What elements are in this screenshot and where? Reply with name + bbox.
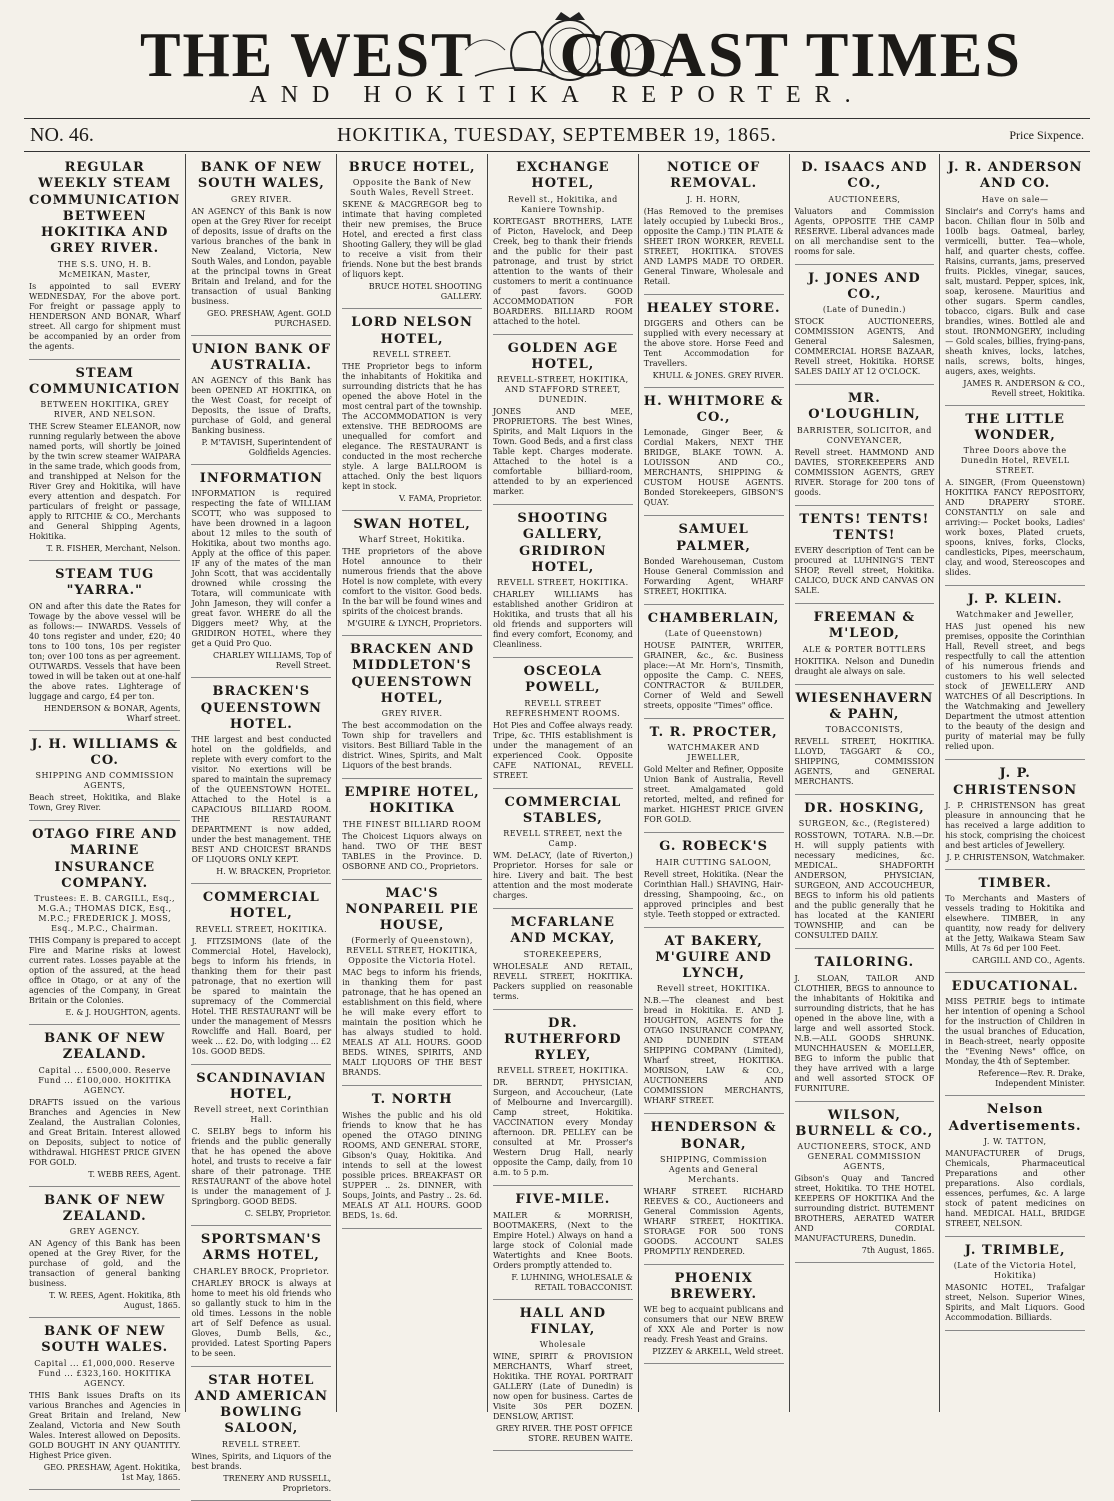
ad-subheading: J. W. TATTON, [983, 1136, 1047, 1146]
ad-body: Hot Pies and Coffee always ready. Tripe, &c. THIS establishment is under the management of an experienced Cook. Opposite CAFE NATIONAL, REVELL STREET. [492, 720, 633, 780]
ad-heading: BANK OF NEW ZEALAND. [44, 1031, 166, 1063]
ad-subheading: (Late of Dunedin.) [822, 305, 906, 314]
ad-body: To Merchants and Masters of vessels trading to Hokitika and elsewhere. TIMBER, in any quantity, now ready for delivery at the Jetty, Waikawa Steam Saw Mills, At 7s 6d per 100 Feet. [945, 894, 1086, 953]
ad-body: WINE, SPIRIT & PROVISION MERCHANTS, Wharf street, Hokitika. THE ROYAL PORTRAIT GALLERY (Late of Dunedin) is now open for business. Cartes de Visite 30s PER DOZEN. DENSLOW, ARTIST. [492, 1352, 633, 1421]
ad-body: Revell street, Hokitika. (Near the Corinthian Hall.) SHAVING, Hair-dressing, Shampooing, &c., on approved principles and best style. Teeth stopped or extracted. [643, 869, 784, 919]
ad-signature: M'GUIRE & LYNCH, Proprietors. [347, 619, 482, 628]
ad-subheading: BETWEEN HOKITIKA, GREY RIVER, AND NELSON. [40, 400, 170, 419]
ad-body: AN AGENCY of this Bank has been OPENED AT HOKITIKA, on the West Coast, for receipt of Deposits, the issue of Drafts, purchase of Gold, and general Banking business. [191, 376, 332, 435]
ad-heading: HENDERSON & BONAR, [650, 1120, 777, 1152]
advertisement [191, 336, 331, 466]
ad-heading: STEAM COMMUNICATION [29, 365, 181, 397]
ad-signature: H. W. BRACKEN, Proprietor. [216, 867, 332, 876]
masthead [0, 0, 1114, 112]
ad-subheading: REVELL STREET, HOKITIKA. [195, 924, 328, 934]
ad-signature: T. W. REES, Agent. Hokitika, 8th August, 1865. [49, 1291, 181, 1310]
ad-body: THIS Bank issues Drafts on its various Branches and Agencies in Great Britain and Ireland, New Zealand, Victoria and New South Wales. Interest allowed on Deposits. GOLD BOUGHT IN ANY QUANTITY. Highest Price given. [29, 1390, 181, 1460]
ad-body: WM. DeLACY, (late of Riverton,) Proprietor. Horses for sale or hire. Livery and bait. The best attention and the most moderate charges. [492, 851, 633, 900]
ad-subheading: Revell street, HOKITIKA. [656, 984, 771, 994]
ad-heading: J. P. KLEIN. [967, 592, 1063, 607]
advertisement [342, 636, 482, 779]
ad-body: Bonded Warehouseman, Custom House General Commission and Forwarding Agent, WHARF STREET, HOKITIKA. [643, 556, 784, 596]
advertisement [493, 1010, 633, 1187]
ad-signature: J. P. CHRISTENSON, Watchmaker. [946, 852, 1086, 862]
info-bar [0, 122, 1114, 150]
ad-body: THE Screw Steamer ELEANOR, now running regularly between the above named ports, will shortly be joined by the twin screw steamer WAIPARA in the same trade, which goods from, and transhipped at Nelson for the River Grey and Hokitika, will have every attention and despatch. For particulars of freight or passage, apply to RITCHIE & CO., Merchants and General Shipping Agents, Hokitika. [29, 422, 181, 541]
ad-signature: KHULL & JONES. GREY RIVER. [652, 370, 784, 380]
ad-subheading: THE S.S. UNO, H. B. McMEIKAN, Master, [57, 259, 152, 279]
ad-heading: T. NORTH [371, 1092, 453, 1108]
ad-heading: OSCEOLA POWELL, [523, 664, 603, 696]
ad-subheading: REVELL STREET. [221, 1439, 301, 1449]
ad-heading: BANK OF NEW SOUTH WALES. [41, 1324, 169, 1356]
advertisement [191, 1367, 331, 1501]
ad-body: CHARLEY WILLIAMS has established another Gridiron at Hokitika, and trusts that all his old friends and supporters will find every comfort, Economy, and Cleanliness. [492, 590, 633, 649]
ad-heading: FIVE-MILE. [515, 1192, 611, 1208]
ad-heading: GOLDEN AGE HOTEL, [507, 340, 618, 372]
ad-body: MASONIC HOTEL, Trafalgar street, Nelson. Superior Wines, Spirits, and Malt Liquors. Good Accommodation. Billiards. [945, 1283, 1086, 1322]
advertisement [945, 760, 1085, 870]
ad-body: Wishes the public and his old friends to know that he has opened the OTAGO DINING ROOMS, AND GENERAL STORE, Gibson's Quay, Hokitika. And intends to sell at the lowest possible prices. BREAKFAST OR SUPPER .. 2s. DINNER, with Soups, Joints, and Pastry .. 2s. 6d. MEALS AT ALL HOURS. GOOD BEDS, 1s. 6d. [342, 1110, 482, 1220]
ad-heading: SAMUEL PALMER, [676, 522, 751, 554]
ad-subheading: REVELL STREET. [372, 349, 452, 359]
top-rule [24, 118, 1090, 119]
ad-body: Lemonade, Ginger Beer, & Cordial Makers, NEXT THE BRIDGE, BLAKE TOWN. A. LOUISSON AND CO., MERCHANTS, SHIPPING & CUSTOM HOUSE AGENTS. Bonded Storekeepers, GIBSON'S QUAY. [643, 428, 784, 508]
column-3 [337, 154, 488, 1412]
advertisement [191, 1226, 331, 1367]
ad-heading: MCFARLANE AND MCKAY, [510, 915, 616, 947]
ad-subheading: HAIR CUTTING SALOON, [655, 857, 772, 867]
ad-signature: BRUCE HOTEL SHOOTING GALLERY. [368, 282, 482, 302]
ad-heading: G. ROBECK'S [659, 839, 768, 855]
advertisement [29, 1318, 180, 1490]
advertisement [644, 928, 784, 1115]
advertisement [644, 516, 784, 605]
ad-heading: BRUCE HOTEL, [348, 160, 476, 175]
ad-body: MAC begs to inform his friends, in thanking them for past patronage, that he has opened an establishment on this field, where he will make every effort to maintain the position which he has always studied to hold. MEALS AT ALL HOURS. GOOD BEDS. WINES, SPIRITS, AND MALT LIQUORS OF THE BEST BRANDS. [342, 968, 482, 1078]
advertisement [945, 586, 1085, 760]
ad-subheading: AUCTIONEERS, STOCK, AND GENERAL COMMISSION AGENTS, [797, 1142, 932, 1171]
advertisement [191, 465, 331, 678]
advertisement [191, 884, 331, 1065]
ad-subheading: SURGEON, &c., (Registered) [798, 819, 931, 829]
ad-body: ROSSTOWN, TOTARA. N.B.—Dr. H. will supply patients with necessary medicines, &c. MEDICAL. SHADFORTH ANDERSON, PHYSICIAN, SURGEON, AND ACCOUCHEUR, BEGS to inform his old patients and the public generally that he has located at the KANIERI TOWNSHIP, and can be CONSULTED DAILY. [794, 831, 935, 941]
advertisement [945, 870, 1085, 973]
ad-body: THE Proprietor begs to inform the inhabitants of Hokitika and surrounding districts that he has opened the above Hotel in the most central part of the township. The ACCOMMODATION is very extensive. THE BEDROOMS are unequalled for comfort and elegance. The RESTAURANT is conducted in the most recherche style. A large BALLROOM is attached. Only the best liquors kept in stock. [342, 361, 482, 491]
ad-heading: PHOENIX BREWERY. [670, 1270, 757, 1302]
ad-body: (Has Removed to the premises lately occupied by Lubecki Bros., opposite the Camp.) TIN PLATE & SHEET IRON WORKER, REVELL STREET, HOKITIKA. STOVES AND LAMPS MADE TO ORDER. General Tinware, Wholesale and Retail. [643, 206, 784, 286]
ad-heading: EMPIRE HOTEL, HOKITIKA [344, 785, 480, 817]
ad-body: AN Agency of this Bank has been opened at the Grey River, for the purchase of gold, and the transaction of general banking business. [29, 1239, 181, 1288]
ad-body: THE proprietors of the above Hotel announce to their numerous friends that the above Hotel is now complete, with every comfort to the visitor. Good beds. In the bar will be found wines and spirits of the choicest brands. [342, 547, 482, 616]
ad-subheading: Revell st., Hokitika, and Kaniere Township. [507, 194, 618, 214]
ad-body: HAS just opened his new premises, opposite the Corinthian Hall, Revell street, and begs respectfully to call the attention of his numerous friends and customers to his well selected stock of JEWELLERY AND WATCHES Of all Descriptions. In the Watchmaking and Jewellery Department the utmost attention to the beauty of the design and purity of material may be fully relied upon. [945, 622, 1086, 752]
ad-subheading: THE FINEST BILLIARD ROOM [342, 819, 482, 829]
advertisement [493, 505, 633, 658]
ad-body: N.B.—The cleanest and best bread in Hokitika. E. AND J. HOUGHTON, AGENTS for the OTAGO INSURANCE COMPANY, AND DUNEDIN STEAM SHIPPING COMPANY (Limited), Wharf street, HOKITIKA. MORISON, LAW & CO., AUCTIONEERS AND COMMISSION MERCHANTS, WHARF STREET. [643, 996, 784, 1106]
ad-body: THE largest and best conducted hotel on the goldfields, and replete with every comfort to the visitor. No exertions will be spared to maintain the supremacy of the QUEENSTOWN HOTEL. Attached to the Hotel is a CAPACIOUS BILLIARD ROOM. THE RESTAURANT DEPARTMENT is now added, under the best management. THE BEST AND CHOICEST BRANDS OF LIQUORS ONLY KEPT. [191, 735, 332, 864]
ad-body: Beach street, Hokitika, and Blake Town, Grey River. [29, 793, 181, 812]
ad-subheading: GREY RIVER. [230, 194, 292, 204]
advertisement [795, 506, 935, 605]
ad-subheading: SHIPPING, Commission Agents and General Merchants. [660, 1154, 768, 1184]
advertisement [644, 833, 784, 927]
ad-heading: BRACKEN'S QUEENSTOWN HOTEL. [200, 684, 322, 732]
ad-heading: WILSON, BURNELL & CO., [795, 1107, 934, 1139]
advertisement [795, 604, 935, 685]
ad-heading: SPORTSMAN'S ARMS HOTEL, [200, 1232, 322, 1264]
price: Price Sixpence. [1009, 128, 1084, 142]
ad-subheading: ALE & PORTER BOTTLERS [802, 644, 927, 654]
columns [24, 154, 1090, 1493]
ad-heading: J. H. WILLIAMS & CO. [31, 736, 179, 768]
advertisement [945, 406, 1085, 587]
ad-subheading: Trustees: E. B. CARGILL, Esq., M.G.A.; THOMAS DICK, Esq., M.P.C.; FREDERICK J. MOSS, Esq., M.P.C., Chairman. [34, 894, 176, 933]
ad-body: WE beg to acquaint publicans and consumers that our NEW BREW of XXX Ale and Porter is now ready. Fresh Yeast and Grains. [643, 1305, 784, 1345]
ad-body: WHOLESALE AND RETAIL, REVELL STREET, HOKITIKA. Packers supplied on reasonable terms. [492, 961, 633, 1001]
ad-signature: HENDERSON & BONAR, Agents, Wharf street. [43, 703, 181, 723]
ad-subheading: AUCTIONEERS, [828, 194, 901, 204]
advertisement [795, 385, 935, 506]
dateline: HOKITIKA, TUESDAY, SEPTEMBER 19, 1865. [337, 124, 777, 146]
ad-subheading: REVELL STREET, HOKITIKA. [497, 1066, 629, 1076]
advertisement [342, 1086, 482, 1228]
advertisement [644, 1265, 784, 1365]
ad-heading: CHAMBERLAIN, [647, 610, 780, 626]
advertisement [342, 511, 482, 636]
ad-body: EVERY description of Tent can be procured at LUHNING'S TENT SHOP, Revell street, Hokitika. CALICO, DUCK AND CANVAS ON SALE. [794, 546, 935, 595]
advertisement [29, 360, 180, 562]
ad-signature: GEO. PRESHAW, Agent. GOLD PURCHASED. [206, 308, 332, 328]
ad-body: A. SINGER, (From Queenstown) HOKITIKA FANCY REPOSITORY, AND DRAPERY STORE. CONSTANTLY on sale and arriving:— Pocket books, Ladies' work boxes, Plated cruets, spoons, knives, forks, Clocks, candlesticks, Pipes, meerschaum, clay, and wood, Stereoscopes and slides. [945, 478, 1086, 577]
ad-heading: SHOOTING GALLERY, GRIDIRON HOTEL, [517, 511, 609, 575]
advertisement [644, 295, 784, 388]
ad-body: Gibson's Quay and Tancred street, Hokitika. TO THE HOTEL KEEPERS OF HOKITIKA And the surrounding district. BUTEMENT BROTHERS, AERATED WATER AND CORDIAL MANUFACTURERS, Dunedin. [794, 1174, 935, 1243]
ad-heading: SCANDINAVIAN HOTEL, [196, 1070, 327, 1102]
ad-body: Valuators and Commission Agents, OPPOSITE THE CAMP RESERVE. Liberal advances made on all merchandise sent to the rooms for sale. [794, 206, 935, 256]
ad-body: DR. BERNDT, PHYSICIAN, Surgeon, and Accoucheur, (Late of Melbourne and Invercargill). Camp street, Hokitika. VACCINATION every Monday afternoon. DR. PELLEY can be consulted at Mr. Prosser's Western Drug Hall, nearly opposite the Camp, daily, from 10 a.m. to 5 p.m. [492, 1078, 633, 1178]
column-2 [186, 154, 337, 1493]
advertisement [945, 1096, 1085, 1237]
ad-subheading: Capital ... £500,000. Reserve Fund ... £100,000. HOKITIKA AGENCY. [38, 1065, 172, 1095]
ad-heading: T. R. PROCTER, [649, 725, 778, 740]
ad-heading: EXCHANGE HOTEL, [516, 160, 610, 192]
ad-signature: CARGILL AND CO., Agents. [972, 956, 1086, 965]
ad-body: Is appointed to sail EVERY WEDNESDAY, For the above port. For freight or passage apply to HENDERSON AND BONAR, Wharf street. All cargo for shipment must be accompanied by an order from the agents. [29, 281, 181, 351]
ad-heading: NOTICE OF REMOVAL. [666, 160, 761, 192]
ad-heading: MR. O'LOUGHLIN, [808, 391, 921, 423]
ad-subheading: Wholesale [539, 1340, 586, 1349]
ad-heading: STAR HOTEL AND AMERICAN BOWLING SALOON, [194, 1372, 328, 1437]
ad-heading: DR. HOSKING, [804, 801, 925, 816]
ad-body: HOUSE PAINTER, WRITER, GRAINER, &c., &c. Business place:—At Mr. Horn's, Tinsmith, opposite the Camp. C. NEES, CONTRACTOR & BUILDER, Corner of Weld and Sewell streets, opposite "Times" office. [643, 641, 784, 710]
ad-body: J. P. CHRISTENSON has great pleasure in announcing that he has received a large addition to his stock, comprising the choicest and best articles of Jewellery. [945, 800, 1086, 850]
masthead-subtitle: AND HOKITIKA REPORTER. [249, 82, 865, 108]
column-6 [790, 154, 941, 1412]
advertisement [29, 154, 180, 360]
ad-subheading: Three Doors above the Dunedin Hotel, REVELL STREET. [960, 446, 1070, 475]
advertisement [644, 154, 784, 295]
dateline-rule [24, 151, 1090, 152]
ad-heading: J. P. CHRISTENSON [953, 766, 1078, 798]
advertisement [795, 795, 935, 949]
advertisement [945, 154, 1085, 406]
ad-heading: REGULAR WEEKLY STEAM COMMUNICATION BETWEEN HOKITIKA AND GREY RIVER. [29, 160, 181, 257]
advertisement [644, 388, 784, 517]
ad-signature: JAMES R. ANDERSON & CO., Revell street, Hokitika. [963, 378, 1086, 398]
ad-heading: AT BAKERY, M'GUIRE AND LYNCH, [655, 933, 772, 981]
ad-subheading: TOBACCONISTS, [825, 725, 904, 734]
ad-subheading: Wharf Street, Hokitika. [358, 535, 466, 544]
ad-signature: P. M'TAVISH, Superintendent of Goldfields Agencies. [201, 438, 332, 457]
ad-heading: EDUCATIONAL. [951, 979, 1079, 994]
advertisement [342, 309, 482, 511]
column-1 [24, 154, 186, 1482]
ad-body: INFORMATION is required respecting the fate of WILLIAM SCOTT, who was supposed to have been drowned in a lagoon about 12 miles to the south of Hokitika, about two months ago. Apply at the office of this paper. IF any of the mates of the man John Scott, that was accidentally drowned while crossing the Totara, will communicate with John Jameson, they will confer a great favor. WHERE do all the Diggers meet? Why, at the GRIDIRON HOTEL, where they get a Quid Pro Quo. [191, 489, 332, 649]
advertisement [493, 154, 633, 335]
ad-subheading: BARRISTER, SOLICITOR, and CONVEYANCER, [796, 425, 932, 445]
ad-signature: Reference—Rev. R. Drake, Independent Minister. [977, 1069, 1086, 1089]
ad-heading: BRACKEN AND MIDDLETON'S QUEENSTOWN HOTEL, [350, 642, 475, 706]
ad-heading: HALL AND FINLAY, [519, 1305, 607, 1337]
ad-signature: T. WEBB REES, Agent. [88, 1169, 181, 1179]
ad-body: DIGGERS and Others can be supplied with every necessary at the above store. Horse Feed and Tent Accommodation for Travellers. [643, 318, 784, 368]
advertisement [493, 335, 633, 506]
ad-signature: T. R. FISHER, Merchant, Nelson. [46, 544, 181, 553]
ad-body: JONES AND MEE, PROPRIETORS. The best Wines, Spirits, and Malt Liquors in the Town. Good Beds, and a first class Table kept. Charges moderate. Attached to the hotel is a comfortable billiard-room, attended to by an experienced marker. [492, 407, 633, 496]
ad-subheading: Capital ... £1,000,000. Reserve Fund ... £323,160. HOKITIKA AGENCY. [34, 1358, 176, 1388]
ad-heading: TIMBER. [978, 875, 1052, 891]
ad-heading: SWAN HOTEL, [353, 516, 471, 532]
advertisement [795, 265, 935, 386]
ad-subheading: WATCHMAKER AND JEWELLER, [667, 743, 760, 763]
ad-subheading: CHARLEY BROCK, Proprietor. [193, 1266, 330, 1276]
ad-heading: DR. RUTHERFORD RYLEY, [504, 1015, 622, 1063]
advertisement [493, 1300, 633, 1452]
ad-heading: BANK OF NEW ZEALAND. [44, 1192, 166, 1224]
ad-signature: F. LUHNING, WHOLESALE & RETAIL TOBACCONIST. [511, 1272, 633, 1292]
ad-heading: J. JONES AND CO., [808, 270, 921, 302]
ad-heading: COMMERCIAL STABLES, [504, 794, 622, 826]
ad-subheading: REVELL-STREET, HOKITIKA, AND STAFFORD STREET, DUNEDIN. [496, 375, 629, 404]
ad-subheading: Have on sale— [981, 194, 1049, 204]
advertisement [29, 731, 180, 822]
ad-heading: COMMERCIAL HOTEL, [202, 890, 320, 922]
advertisement [29, 561, 180, 731]
advertisement [29, 821, 180, 1025]
advertisement [945, 973, 1085, 1096]
ad-subheading: J. H. HORN, [686, 194, 741, 204]
column-7 [940, 154, 1090, 1412]
ad-body: C. SELBY begs to inform his friends and the public generally that he has opened the above hotel, and trusts to receive a fair share of their patronage. THE RESTAURANT of the above hotel is under the management of J. Springborg. GOOD BEDS. [191, 1127, 332, 1206]
advertisement [342, 154, 482, 309]
ad-body: Revell street. HAMMOND AND DAVIES, STOREKEEPERS AND COMMISSION AGENTS, GREY RIVER. Storage for 200 tons of goods. [794, 447, 935, 497]
ad-heading: FREEMAN & M'LEOD, [813, 610, 916, 642]
ad-heading: HEALEY STORE. [646, 300, 781, 316]
ad-subheading: SHIPPING AND COMMISSION AGENTS, [35, 771, 174, 790]
ad-body: WHARF STREET. RICHARD REEVES & CO., Auctioneers and General Commission Agents, WHARF STREET, HOKITIKA. STORAGE FOR 500 TONS GOODS. ACCOUNT SALES PROMPTLY RENDERED. [643, 1186, 784, 1256]
ad-body: STOCK AUCTIONEERS, COMMISSION AGENTS, And General Salesmen, COMMERCIAL HORSE BAZAAR, Revell street, Hokitika. HORSE SALES DAILY AT 12 O'CLOCK. [794, 317, 935, 376]
ad-body: AN AGENCY of this Bank is now open at the Grey River for receipt of deposits, issue of drafts on the various branches of the bank in New Zealand, Victoria, New South Wales, and London, payable at the principal towns in Great Britain and Ireland, and for the transaction of usual Banking business. [191, 206, 332, 306]
advertisement [644, 719, 784, 833]
advertisement [191, 1065, 331, 1227]
ad-subheading: Revell street, next Corinthian Hall. [193, 1105, 329, 1124]
ad-signature: E. & J. HOUGHTON, agents. [65, 1008, 181, 1017]
ad-body: MISS PETRIE begs to intimate her intention of opening a School for the instruction of Children in the usual branches of Education, in Beach-street, nearly opposite the "Evening News" office, on Monday, the 4th of September. [945, 997, 1086, 1067]
advertisement [644, 605, 784, 719]
ad-body: ON and after this date the Rates for Towage by the above vessel will be as follows:— INWARDS. Vessels of 40 tons register and under, £20; 40 tons to 100 tons, 10s per register ton; over 100 tons as per agreement. OUTWARDS. Vessels that have been towed in will be taken out at one-half the above rates. Lighterage of luggage and cargo, £4 per ton. [29, 601, 181, 701]
ad-body: J. SLOAN, TAILOR AND CLOTHIER, BEGS to announce to the inhabitants of Hokitika and surrounding districts, that he has opened in the above line, with a large and well assorted Stock. N.B.—ALL GOODS SHRUNK. MUNCHHAUSEN & MOELLER, BEG to inform the public that they have arrived with a large and well assorted STOCK OF FURNITURE. [794, 973, 935, 1093]
ad-body: Gold Melter and Refiner, Opposite Union Bank of Australia, Revell street. Amalgamated gold retorted, melted, and refined for market. HIGHEST PRICE GIVEN FOR GOLD. [643, 765, 784, 825]
ad-heading: J. TRIMBLE, [964, 1242, 1066, 1258]
ad-heading: J. R. ANDERSON AND CO. [947, 160, 1083, 192]
ad-heading: WIESENHAVERN & PAHN, [795, 690, 934, 722]
ad-subheading: Watchmaker and Jeweller, [956, 610, 1075, 620]
ad-subheading: REVELL STREET REFRESHMENT ROOMS. [505, 698, 621, 718]
ad-signature: PIZZEY & ARKELL, Weld street. [652, 1347, 784, 1357]
ad-body: SKENE & MACGREGOR beg to intimate that having completed their new premises, the Bruce Hotel, and erected a first class Shooting Gallery, they will be glad to receive a visit from their friends. None but the best brands of liquors kept. [342, 200, 482, 280]
ad-body: CHARLEY BROCK is always at home to meet his old friends who so gallantly stuck to him in the old times. Lessons in the noble art of Self Defence as usual. Gloves, Dumb Bells, &c., provided. Latest Sporting Papers to be seen. [191, 1278, 332, 1358]
advertisement [795, 949, 935, 1101]
ad-heading: D. ISAACS AND CO., [801, 160, 928, 192]
ad-body: The best accommodation on the Town ship for travellers and visitors. Best Billiard Table in the district. Wines, Spirits, and Malt Liquors of the best brands. [342, 721, 482, 770]
column-5 [639, 154, 790, 1412]
ad-heading: UNION BANK OF AUSTRALIA. [191, 341, 331, 373]
ad-body: THIS Company is prepared to accept Fire and Marine risks at lowest current rates. Losses payable at the option of the assured, at the head office in Otago, or at any of the agencies of the Company, in Great Britain or the Colonies. [29, 936, 181, 1005]
ad-body: Wines, Spirits, and Liquors of the best brands. [191, 1451, 332, 1471]
issue-number: NO. 46. [30, 124, 94, 146]
ad-subheading: (Formerly of Queenstown), REVELL STREET, HOKITIKA, Opposite the Victoria Hotel. [346, 936, 478, 966]
ad-body: HOKITIKA. Nelson and Dunedin draught ale always on sale. [794, 656, 935, 676]
ad-subheading: Opposite the Bank of New South Wales, Revell Street. [350, 178, 475, 198]
ad-heading: TENTS! TENTS! TENTS! [799, 511, 930, 543]
ad-heading: INFORMATION [199, 471, 323, 486]
ad-signature: TRENERY AND RUSSELL, Proprietors. [223, 1473, 332, 1493]
advertisement [795, 685, 935, 796]
masthead-title-right: COAST TIMES [559, 19, 1022, 90]
ad-body: DRAFTS issued on the various Branches and Agencies in New Zealand, the Australian Colonies, and Great Britain. Interest allowed on Deposits, subject to notice of withdrawal. HIGHEST PRICE GIVEN FOR GOLD. [29, 1097, 181, 1167]
advertisement [342, 779, 482, 880]
ad-subheading: REVELL STREET, next the Camp. [503, 829, 623, 848]
advertisement [493, 909, 633, 1010]
ad-heading: MAC'S NONPAREIL PIE HOUSE, [345, 885, 479, 933]
advertisement [493, 1186, 633, 1299]
advertisement [795, 154, 935, 265]
ad-heading: H. WHITMORE & CO., [643, 393, 784, 425]
advertisement [644, 1114, 784, 1265]
ad-signature: V. FAMA, Proprietor. [399, 493, 482, 503]
ad-body: MANUFACTURER of Drugs, Chemicals, Pharmaceutical Preparations and other preparations. Also cordials, essences, perfumes, &c. A large stock of patent medicines on hand. MEDICAL HALL, BRIDGE STREET, NELSON. [945, 1148, 1086, 1228]
ad-signature: C. SELBY, Proprietor. [244, 1209, 332, 1218]
ad-subheading: (Late of Queenstown) [664, 629, 763, 638]
advertisement [29, 1187, 180, 1319]
advertisement [342, 880, 482, 1087]
advertisement [795, 1102, 935, 1264]
ad-subheading: REVELL STREET, HOKITIKA. [497, 578, 629, 587]
ad-heading: OTAGO FIRE AND MARINE INSURANCE COMPANY. [32, 827, 178, 891]
ad-body: J. FITZSIMONS (late of the Commercial Hotel, Havelock), begs to inform his friends, in thanking them for their past patronage, that no exertion will be spared to maintain the supremacy of the Commercial Hotel. THE RESTAURANT will be under the management of Messrs Rowcliffe and Hall. Board, per week ... £2. Do, with lodging ... £2 10s. GOOD BEDS. [191, 936, 332, 1056]
ad-heading: THE LITTLE WONDER, [965, 411, 1065, 443]
advertisement [493, 789, 633, 910]
advertisement [493, 658, 633, 789]
ad-subheading: GREY RIVER. [381, 709, 443, 718]
advertisement [191, 678, 331, 884]
ad-heading: STEAM TUG "YARRA." [55, 567, 155, 599]
advertisement [945, 1237, 1085, 1331]
ad-body: The Choicest Liquors always on hand. TWO OF THE BEST TABLES in the Province. D. OSBORNE AND CO., Proprietors. [342, 831, 482, 871]
column-4 [488, 154, 639, 1443]
ad-signature: GREY RIVER. THE POST OFFICE STORE. REUBEN WAITE. [495, 1424, 633, 1443]
ad-heading: BANK OF NEW SOUTH WALES, [197, 160, 325, 192]
ad-signature: GEO. PRESHAW, Agent. Hokitika, 1st May, 1865. [43, 1462, 181, 1482]
ad-heading: TAILORING. [814, 955, 915, 971]
ad-heading: Nelson Advertisements. [948, 1102, 1082, 1134]
advertisement [191, 154, 331, 336]
ad-signature: 7th August, 1865. [861, 1246, 935, 1255]
ad-subheading: STOREKEEPERS, [523, 949, 603, 959]
ad-body: KORTEGAST BROTHERS, LATE of Picton, Havelock, and Deep Creek, beg to thank their friends and the public for their past patronage, and trust by strict attention to the wants of their customers to merit a continuance of past favors. GOOD ACCOMMODATION FOR BOARDERS. BILLIARD ROOM attached to the hotel. [492, 216, 633, 326]
ad-body: Sinclair's and Corry's hams and bacon. Chilian flour in 50lb and 100lb bags. Oatmeal, barley, vermicelli, butter. Tea—whole, half, and quarter chests, coffee. Raisins, currants, jams, preserved fruits. Pickles, vinegar, sauces, salt, mustard. Pepper, spices, ink, soap, kerosene. Mauritius and other sugars. Sperm candles, tobacco, cigars. Bulk and case brandies, wines. Bottled ale and stout. IRONMONGERY, including— Gold scales, billies, frying-pans, sheath knives, locks, latches, nails, screws, bolts, hinges, augers, axes, weights. [945, 206, 1086, 376]
ad-subheading: (Late of the Victoria Hotel, Hokitika) [953, 1261, 1077, 1280]
advertisement [29, 1025, 180, 1187]
ad-signature: CHARLEY WILLIAMS, Top of Revell Street. [212, 651, 332, 671]
ad-body: REVELL STREET, HOKITIKA. LLOYD, TAGGART & CO., SHIPPING, COMMISSION AGENTS, and GENERAL MERCHANTS. [794, 737, 935, 786]
masthead-title-left: THE WEST [140, 19, 474, 90]
ad-heading: LORD NELSON HOTEL, [351, 315, 473, 347]
ad-body: MAILER & MORRISH, BOOTMAKERS, (Next to the Empire Hotel.) Always on hand a large stock of Colonial made Watertights and Knee Boots. Orders promptly attended to. [492, 1210, 633, 1270]
ad-subheading: GREY AGENCY. [69, 1227, 140, 1236]
